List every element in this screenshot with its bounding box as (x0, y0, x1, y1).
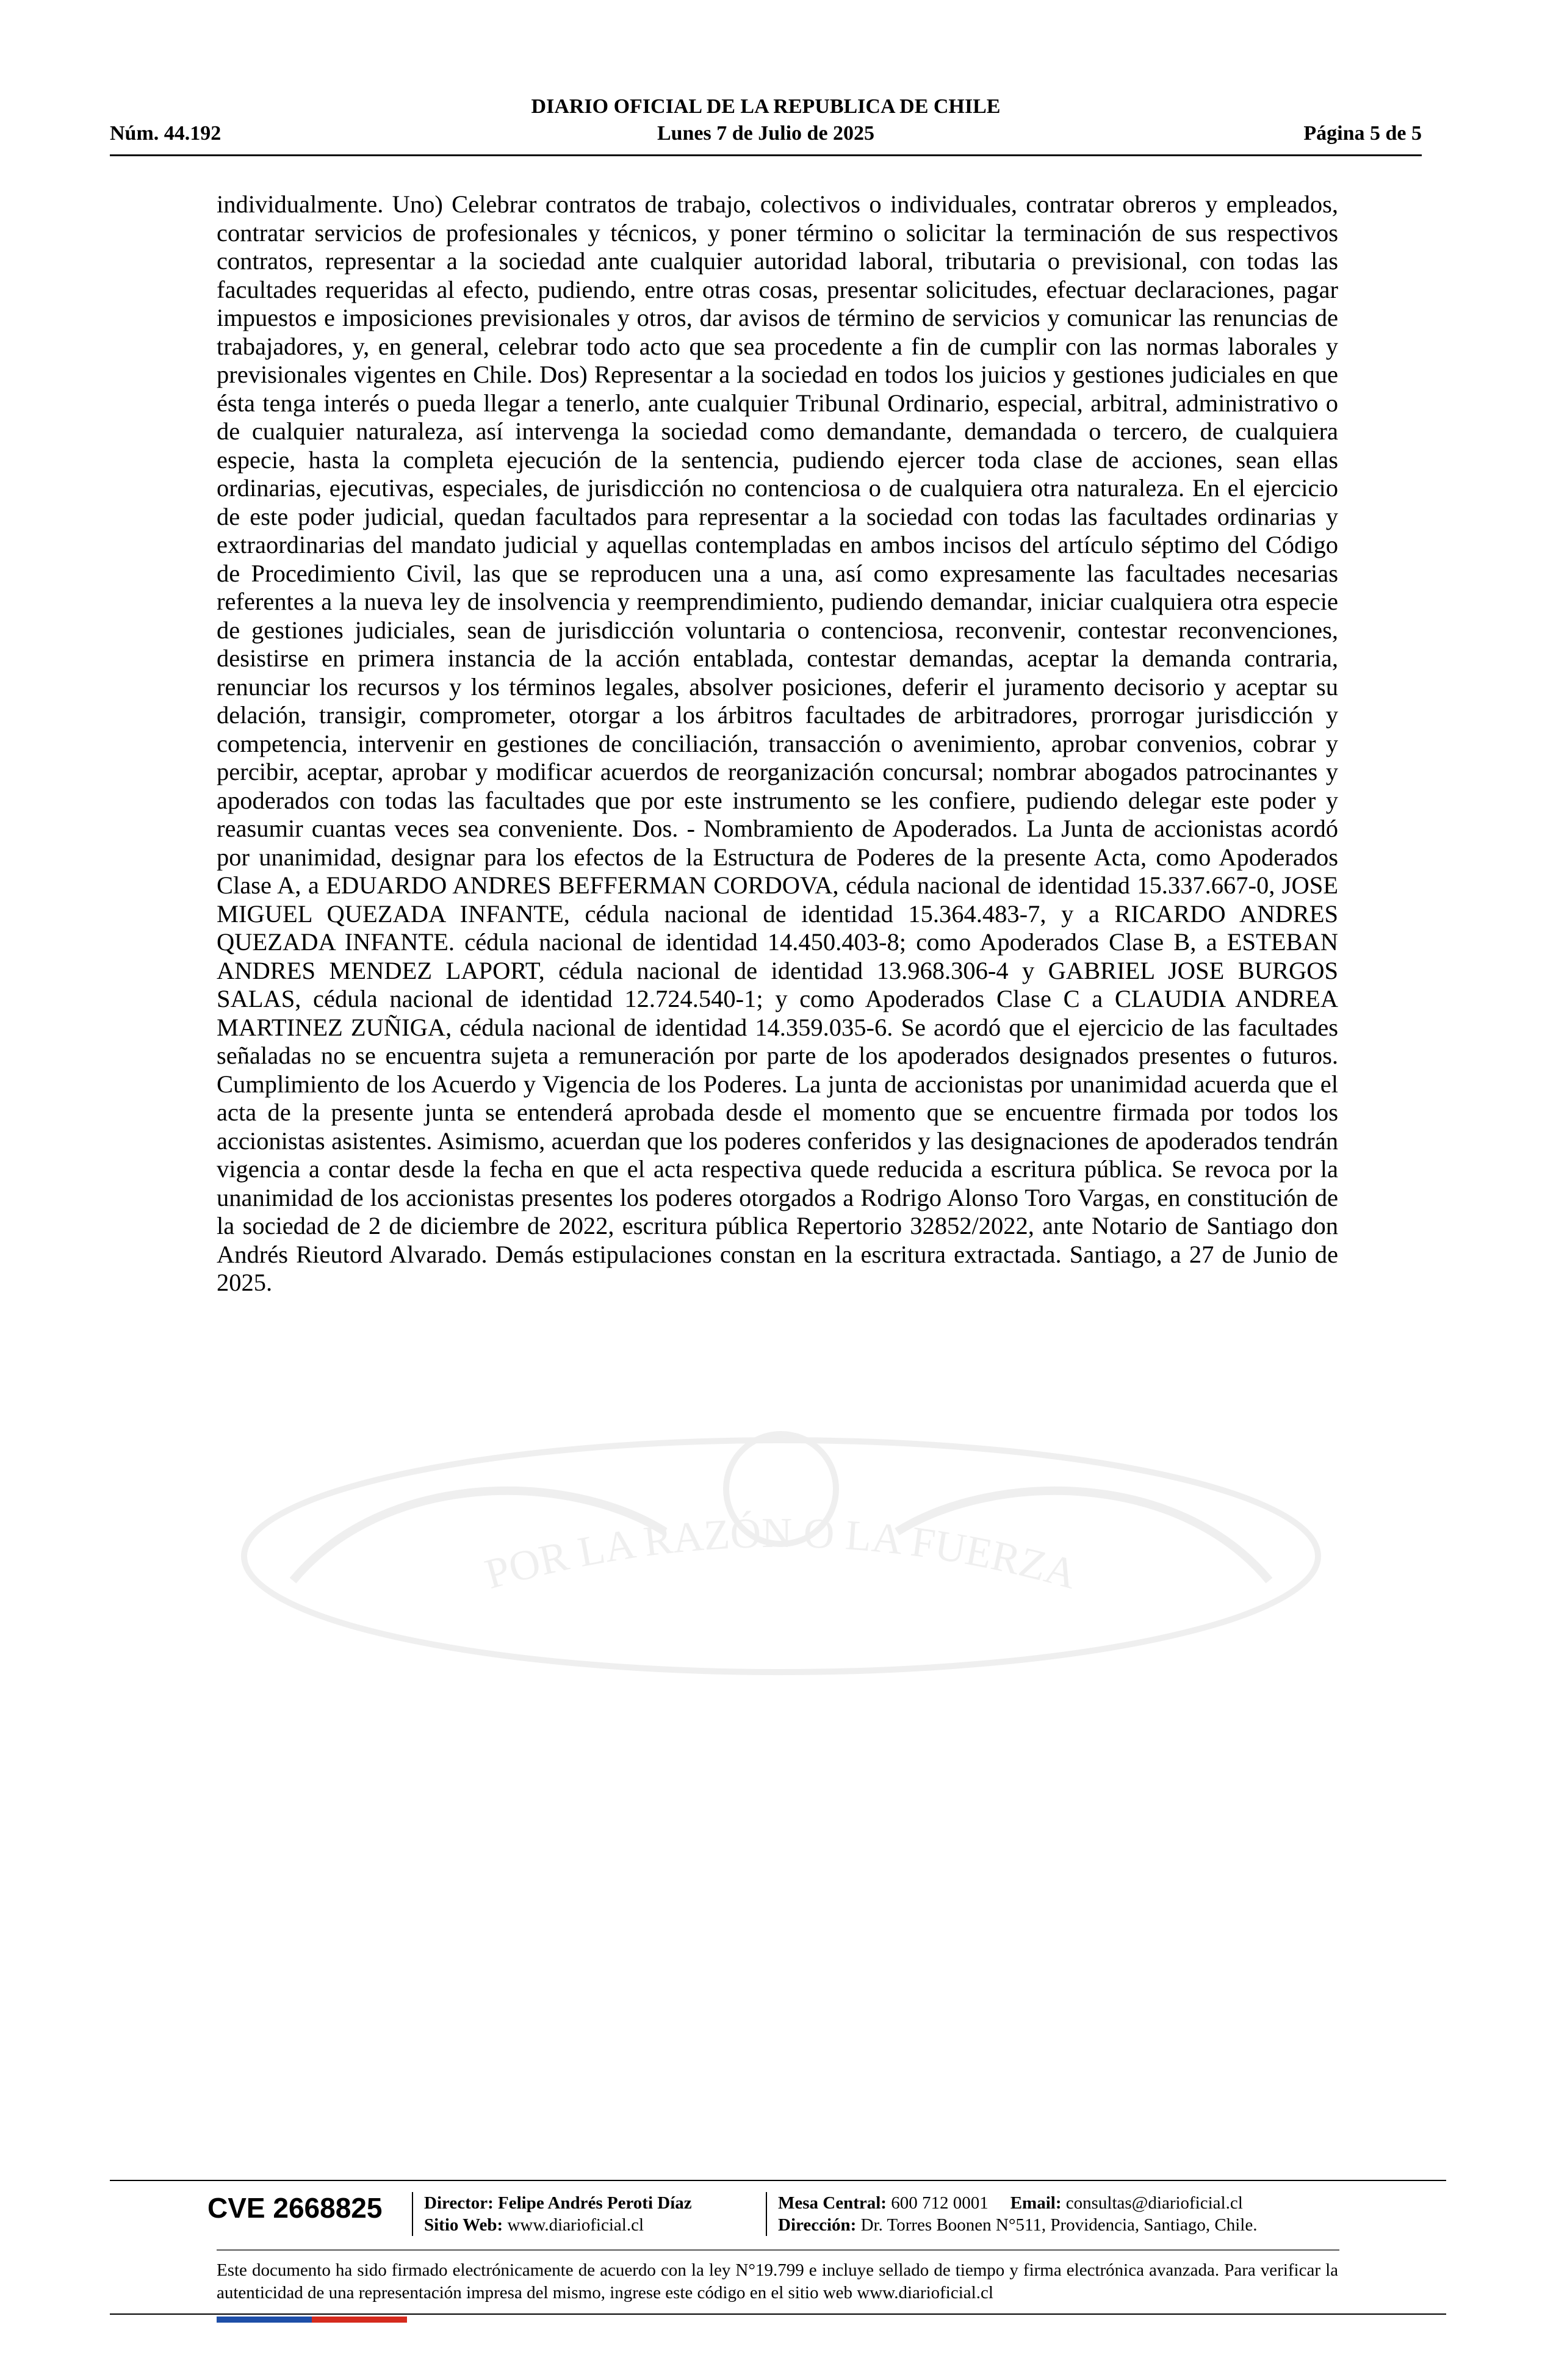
website-link[interactable]: www.diarioficial.cl (507, 2215, 644, 2235)
address-value: Dr. Torres Boonen N°511, Providencia, Santiago, Chile. (860, 2215, 1258, 2235)
footer-separator (766, 2192, 767, 2236)
email-link[interactable]: consultas@diarioficial.cl (1065, 2193, 1243, 2213)
page-header (110, 92, 1422, 153)
mesa-phone: 600 712 0001 (891, 2193, 989, 2213)
footer-divider-middle (217, 2249, 1339, 2251)
footer-separator (412, 2192, 413, 2236)
cve-code: CVE 2668825 (207, 2192, 383, 2224)
watermark-motto: POR LA RAZÓN O LA FUERZA (480, 1509, 1082, 1599)
coat-of-arms-watermark (201, 1397, 1361, 1678)
article-body: individualmente. Uno) Celebrar contratos de trabajo, colectivos o individuales, contratar obreros y empleados, contratar servicios de profesionales y técnicos, y poner término o solicitar la terminación de sus respectivos contratos, representar a la sociedad ante cualquier autoridad laboral, tributaria o previsional, con todas las facultades requeridas al efecto, pudiendo, entre otras cosas, presentar solicitudes, efectuar declaraciones, pagar impuestos e imposiciones previsionales y otros, dar avisos de término de servicios y comunicar las renuncias de trabajadores, y, en general, celebrar todo acto que sea procedente a fin de cumplir con las normas laborales y previsionales vigentes en Chile. Dos) Representar a la sociedad en todos los juicios y gestiones judiciales en que ésta tenga interés o pueda llegar a tenerlo, ante cualquier Tribunal Ordinario, especial, arbitral, administrativo o de cualquier naturaleza, así intervenga la sociedad como demandante, demandada o tercero, de cualquiera especie, hasta la completa ejecución de la sentencia, pudiendo ejercer toda clase de acciones, sean ellas ordinarias, ejecutivas, especiales, de jurisdicción no contenciosa o de cualquiera otra naturaleza. En el ejercicio de este poder judicial, quedan facultados para representar a la sociedad con todas las facultades ordinarias y extraordinarias del mandato judicial y aquellas contempladas en ambos incisos del artículo séptimo del Código de Procedimiento Civil, las que se reproducen una a una, así como expresamente las facultades necesarias referentes a la nueva ley de insolvencia y reemprendimiento, pudiendo demandar, iniciar cualquiera otra especie de gestiones judiciales, sean de jurisdicción voluntaria o contenciosa, reconvenir, contestar reconvenciones, desistirse en primera instancia de la acción entablada, contestar demandas, aceptar la demanda contraria, renunciar los recursos y los términos legales, absolver posiciones, deferir el juramento decisorio y aceptar su delación, transigir, comprometer, otorgar a los árbitros facultades de arbitradores, prorrogar jurisdicción y competencia, intervenir en gestiones de conciliación, transacción o avenimiento, aprobar convenios, cobrar y percibir, aceptar, aprobar y modificar acuerdos de reorganización concursal; nombrar abogados patrocinantes y apoderados con todas las facultades que por este instrumento se les confiere, pudiendo delegar este poder y reasumir cuantas veces sea conveniente. Dos. - Nombramiento de Apoderados. La Junta de accionistas acordó por unanimidad, designar para los efectos de la Estructura de Poderes de la presente Acta, como Apoderados Clase A, a EDUARDO ANDRES BEFFERMAN CORDOVA, cédula nacional de identidad 15.337.667-0, JOSE MIGUEL QUEZADA INFANTE, cédula nacional de identidad 15.364.483-7, y a RICARDO ANDRES QUEZADA INFANTE. cédula nacional de identidad 14.450.403-8; como Apoderados Clase B, a ESTEBAN ANDRES MENDEZ LAPORT, cédula nacional de identidad 13.968.306-4 y GABRIEL JOSE BURGOS SALAS, cédula nacional de identidad 12.724.540-1; y como Apoderados Clase C a CLAUDIA ANDREA MARTINEZ ZUÑIGA, cédula nacional de identidad 14.359.035-6. Se acordó que el ejercicio de las facultades señaladas no se encuentra sujeta a remuneración por parte de los apoderados designados presentes o futuros. Cumplimiento de los Acuerdo y Vigencia de los Poderes. La junta de accionistas por unanimidad acuerda que el acta de la presente junta se entenderá aprobada desde el momento que se encuentre firmada por todos los accionistas asistentes. Asimismo, acuerdan que los poderes conferidos y las designaciones de apoderados tendrán vigencia a contar desde la fecha en que el acta respectiva quede reducida a escritura pública. Se revoca por la unanimidad de los accionistas presentes los poderes otorgados a Rodrigo Alonso Toro Vargas, en constitución de la sociedad de 2 de diciembre de 2022, escritura pública Repertorio 32852/2022, ante Notario de Santiago don Andrés Rieutord Alvarado. Demás estipulaciones constan en la escritura extractada. Santiago, a 27 de Junio de 2025. (217, 190, 1338, 1296)
signature-notice: Este documento ha sido firmado electrónicamente de acuerdo con la ley N°19.799 e incluye sellado de tiempo y firma electrónica avanzada. Para verificar la autenticidad de una representación impresa del mismo, ingrese este código en el sitio web www.diarioficial.cl (217, 2260, 1338, 2302)
footer-contact-block (778, 2192, 1257, 2236)
email-label: Email: (1010, 2193, 1062, 2213)
flag-red-segment (312, 2317, 407, 2323)
flag-stripe (217, 2317, 407, 2323)
footer-director-block (424, 2192, 692, 2236)
footer-divider-bottom (110, 2313, 1446, 2315)
newspaper-title: DIARIO OFICIAL DE LA REPUBLICA DE CHILE (531, 95, 1001, 118)
footer-divider-top (110, 2180, 1446, 2181)
header-divider (110, 154, 1422, 156)
issue-number: Núm. 44.192 (110, 122, 222, 145)
issue-date: Lunes 7 de Julio de 2025 (657, 122, 875, 145)
website-label: Sitio Web: (424, 2215, 503, 2235)
flag-blue-segment (217, 2317, 312, 2323)
director-label: Director: (424, 2193, 494, 2213)
director-name: Felipe Andrés Peroti Díaz (498, 2193, 692, 2213)
address-label: Dirección: (778, 2215, 857, 2235)
page-indicator: Página 5 de 5 (1303, 122, 1422, 145)
mesa-label: Mesa Central: (778, 2193, 887, 2213)
